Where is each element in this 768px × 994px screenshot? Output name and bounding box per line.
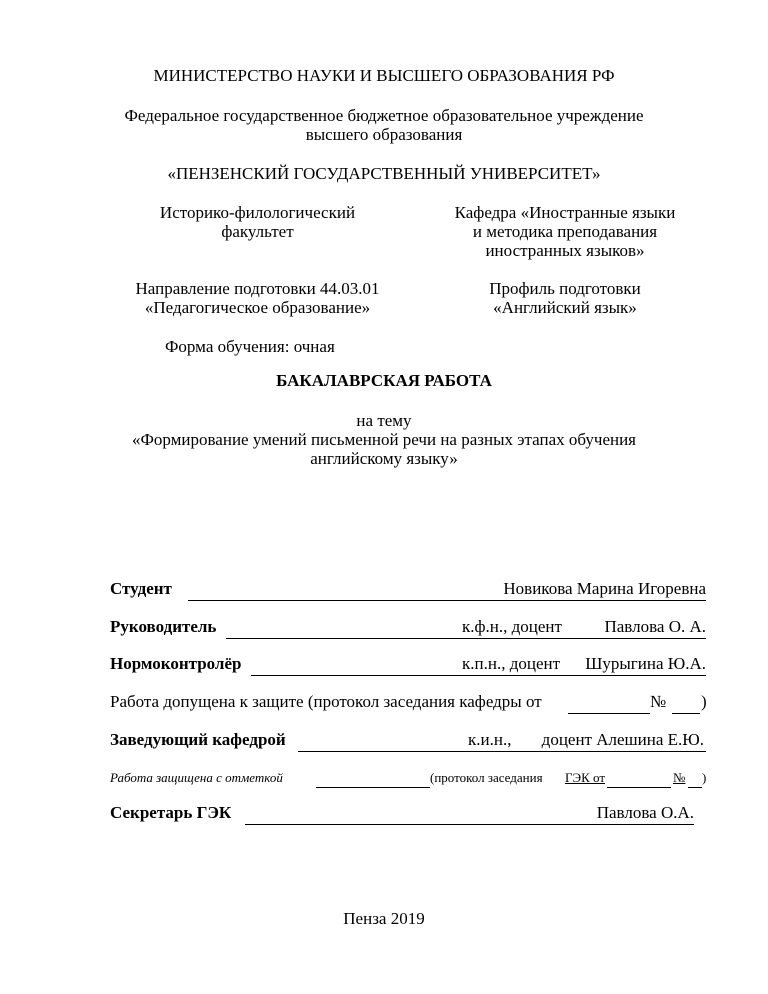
supervisor-signature-row	[110, 617, 706, 639]
normcontrol-signature-row	[110, 654, 706, 676]
admitted-number-sign: №	[650, 692, 667, 711]
head-name: доцент Алешина Е.Ю.	[541, 730, 704, 749]
city-year: Пенза 2019	[343, 909, 425, 928]
student-label: Студент	[110, 579, 172, 598]
study-form: Форма обучения: очная	[165, 337, 335, 356]
head-label: Заведующий кафедрой	[110, 730, 286, 749]
student-name: Новикова Марина Игоревна	[503, 579, 706, 598]
direction-line-2: «Педагогическое образование»	[144, 298, 371, 317]
student-signature-row	[110, 579, 706, 601]
direction-line-1: Направление подготовки 44.03.01	[135, 279, 380, 298]
ministry-title: МИНИСТЕРСТВО НАУКИ И ВЫСШЕГО ОБРАЗОВАНИЯ РФ	[153, 66, 615, 85]
department-line-3: иностранных языков»	[485, 241, 645, 260]
supervisor-label: Руководитель	[110, 617, 217, 636]
profile-line-1: Профиль подготовки	[489, 279, 641, 298]
secretary-signature-row	[110, 803, 706, 825]
topic-label: на тему	[356, 411, 412, 430]
head-signature-row	[110, 730, 706, 752]
gek-from: ГЭК от	[565, 770, 606, 785]
gek-protocol-text: (протокол заседания	[430, 770, 543, 785]
head-degree: к.и.н.,	[468, 730, 512, 749]
defended-row	[110, 766, 706, 788]
faculty-line-2: факультет	[221, 222, 294, 241]
secretary-name: Павлова О.А.	[596, 803, 694, 822]
gek-close-paren: )	[702, 770, 707, 785]
topic-line-1: «Формирование умений письменной речи на разных этапах обучения	[131, 430, 637, 449]
gek-number-sign: №	[673, 770, 686, 785]
secretary-label: Секретарь ГЭК	[110, 803, 232, 822]
profile-line-2: «Английский язык»	[493, 298, 637, 317]
supervisor-degree: к.ф.н., доцент	[462, 617, 562, 636]
normcontrol-label: Нормоконтролёр	[110, 654, 242, 673]
faculty-line-1: Историко-филологический	[159, 203, 356, 222]
university-name: «ПЕНЗЕНСКИЙ ГОСУДАРСТВЕННЫЙ УНИВЕРСИТЕТ»	[167, 164, 601, 183]
department-line-2: и методика преподавания	[472, 222, 658, 241]
normcontrol-degree: к.п.н., доцент	[462, 654, 561, 673]
defended-text: Работа защищена с отметкой	[110, 770, 283, 785]
institution-line-1: Федеральное государственное бюджетное образовательное учреждение	[124, 106, 644, 125]
normcontrol-name: Шурыгина Ю.А.	[585, 654, 706, 673]
department-line-1: Кафедра «Иностранные языки	[454, 203, 676, 222]
institution-line-2: высшего образования	[305, 125, 463, 144]
supervisor-name: Павлова О. А.	[604, 617, 706, 636]
work-type-heading: БАКАЛАВРСКАЯ РАБОТА	[276, 371, 492, 390]
topic-line-2: английскому языку»	[310, 449, 458, 468]
admitted-row	[110, 692, 706, 714]
admitted-close-paren: )	[701, 692, 707, 711]
admitted-text: Работа допущена к защите (протокол заседания кафедры от	[110, 692, 542, 711]
